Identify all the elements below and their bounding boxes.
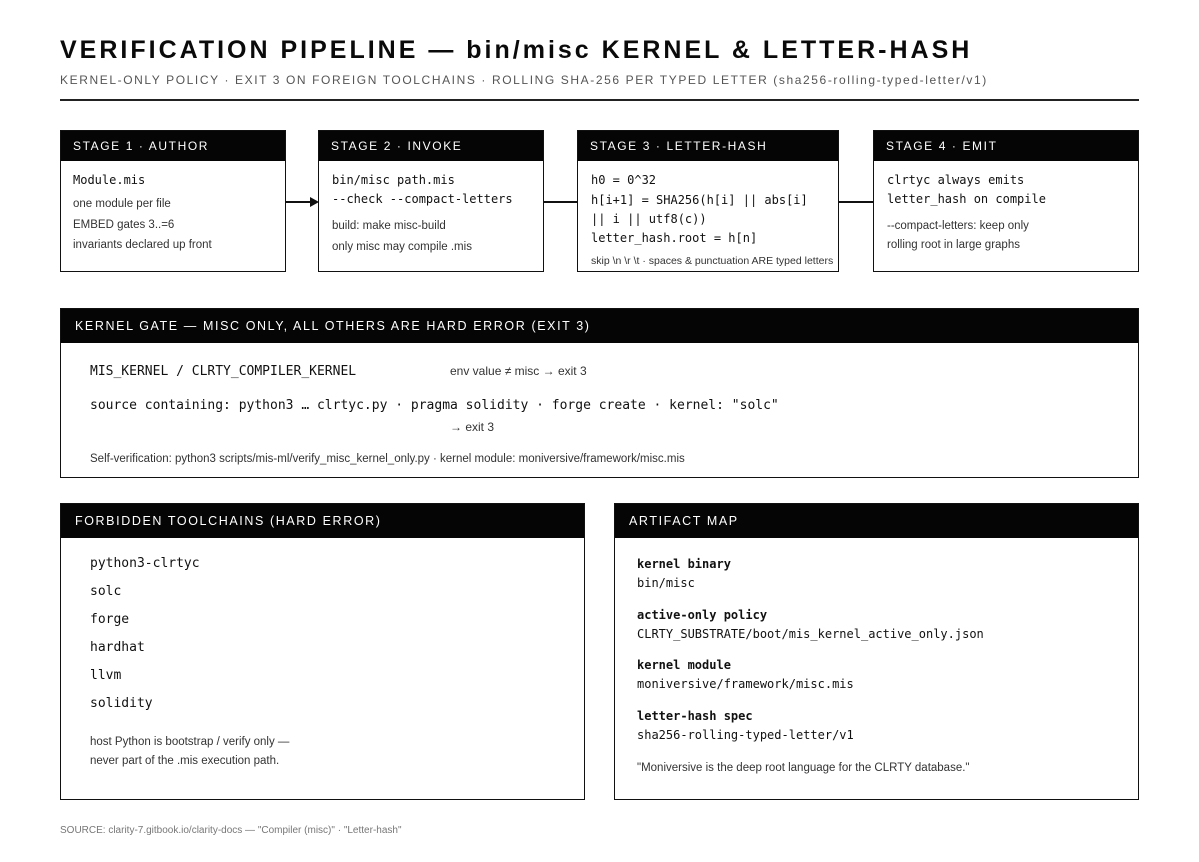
header-divider: [60, 99, 1139, 101]
page-subtitle: KERNEL-ONLY POLICY · EXIT 3 ON FOREIGN TOOLCHAINS · ROLLING SHA-256 PER TYPED LETTER (sha256-rolling-typed-letter/v1): [60, 73, 988, 87]
artifact-key: kernel binary: [637, 557, 731, 571]
kernel-env-vars: MIS_KERNEL / CLRTY_COMPILER_KERNEL: [90, 364, 357, 379]
forbidden-item: forge: [90, 612, 130, 627]
artifact-key: letter-hash spec: [637, 709, 753, 723]
stage-2-header: STAGE 2 · INVOKE: [319, 131, 543, 161]
stage-3-box: [577, 130, 839, 272]
source-footer: SOURCE: clarity-7.gitbook.io/clarity-docs — "Compiler (misc)" · "Letter-hash": [60, 825, 402, 836]
stage-4-emit: letter_hash on compile: [887, 192, 1046, 206]
stage-2-note: only misc may compile .mis: [332, 241, 472, 253]
stage-3-header: STAGE 3 · LETTER-HASH: [578, 131, 838, 161]
forbidden-item: solidity: [90, 696, 153, 711]
artifact-value: CLRTY_SUBSTRATE/boot/mis_kernel_active_only.json: [637, 627, 984, 641]
artifact-quote: "Moniversive is the deep root language for the CLRTY database.": [637, 762, 970, 774]
connector-stage2-stage3: [544, 201, 577, 203]
stage-2-flags: --check --compact-letters: [332, 192, 513, 206]
stage-1-note: invariants declared up front: [73, 239, 212, 251]
forbidden-item: python3-clrtyc: [90, 556, 200, 571]
stage-4-note: rolling root in large graphs: [887, 239, 1020, 251]
stage-2-note: build: make misc-build: [332, 220, 446, 232]
forbidden-item: solc: [90, 584, 122, 599]
kernel-gate-header: KERNEL GATE — MISC ONLY, ALL OTHERS ARE HARD ERROR (EXIT 3): [61, 309, 1138, 343]
kernel-source-rule: source containing: python3 … clrtyc.py · pragma solidity · forge create · kernel: "solc": [90, 398, 779, 413]
kernel-self-verification: Self-verification: python3 scripts/mis-ml/verify_misc_kernel_only.py · kernel module: moniversive/framework/misc.mis: [90, 453, 685, 465]
connector-stage1-stage2: [286, 201, 310, 203]
forbidden-note: host Python is bootstrap / verify only —: [90, 736, 290, 748]
stage-1-note: EMBED gates 3..=6: [73, 219, 175, 231]
stage-3-note: skip \n \r \t · spaces & punctuation ARE typed letters: [591, 255, 834, 267]
stage-4-emit: clrtyc always emits: [887, 173, 1025, 187]
kernel-gate-box: [60, 308, 1139, 478]
kernel-source-exit: → exit 3: [450, 420, 495, 434]
forbidden-toolchains-box: [60, 503, 585, 800]
stage-3-formula: h[i+1] = SHA256(h[i] || abs[i]: [591, 193, 808, 207]
page-title: VERIFICATION PIPELINE — bin/misc KERNEL & LETTER-HASH: [60, 36, 973, 64]
stage-3-formula: || i || utf8(c)): [591, 212, 707, 226]
stage-2-command: bin/misc path.mis: [332, 173, 455, 187]
artifact-value: sha256-rolling-typed-letter/v1: [637, 728, 854, 742]
stage-1-module: Module.mis: [73, 173, 146, 187]
stage-3-formula: h0 = 0^32: [591, 173, 657, 187]
kernel-env-rule: env value ≠ misc → exit 3: [450, 364, 587, 378]
forbidden-toolchains-header: FORBIDDEN TOOLCHAINS (HARD ERROR): [61, 504, 584, 538]
artifact-key: kernel module: [637, 658, 731, 672]
stage-2-box: [318, 130, 544, 272]
forbidden-item: llvm: [90, 668, 122, 683]
stage-1-header: STAGE 1 · AUTHOR: [61, 131, 285, 161]
artifact-map-header: ARTIFACT MAP: [615, 504, 1138, 538]
connector-stage3-stage4: [839, 201, 873, 203]
stage-1-box: [60, 130, 286, 272]
forbidden-note: never part of the .mis execution path.: [90, 755, 280, 767]
artifact-value: moniversive/framework/misc.mis: [637, 677, 854, 691]
stage-3-formula: letter_hash.root = h[n]: [591, 231, 758, 245]
artifact-map-box: [614, 503, 1139, 800]
stage-1-note: one module per file: [73, 198, 171, 210]
forbidden-item: hardhat: [90, 640, 145, 655]
artifact-value: bin/misc: [637, 576, 695, 590]
artifact-key: active-only policy: [637, 608, 768, 622]
stage-4-box: [873, 130, 1139, 272]
stage-4-header: STAGE 4 · EMIT: [874, 131, 1138, 161]
stage-4-note: --compact-letters: keep only: [887, 220, 1029, 232]
